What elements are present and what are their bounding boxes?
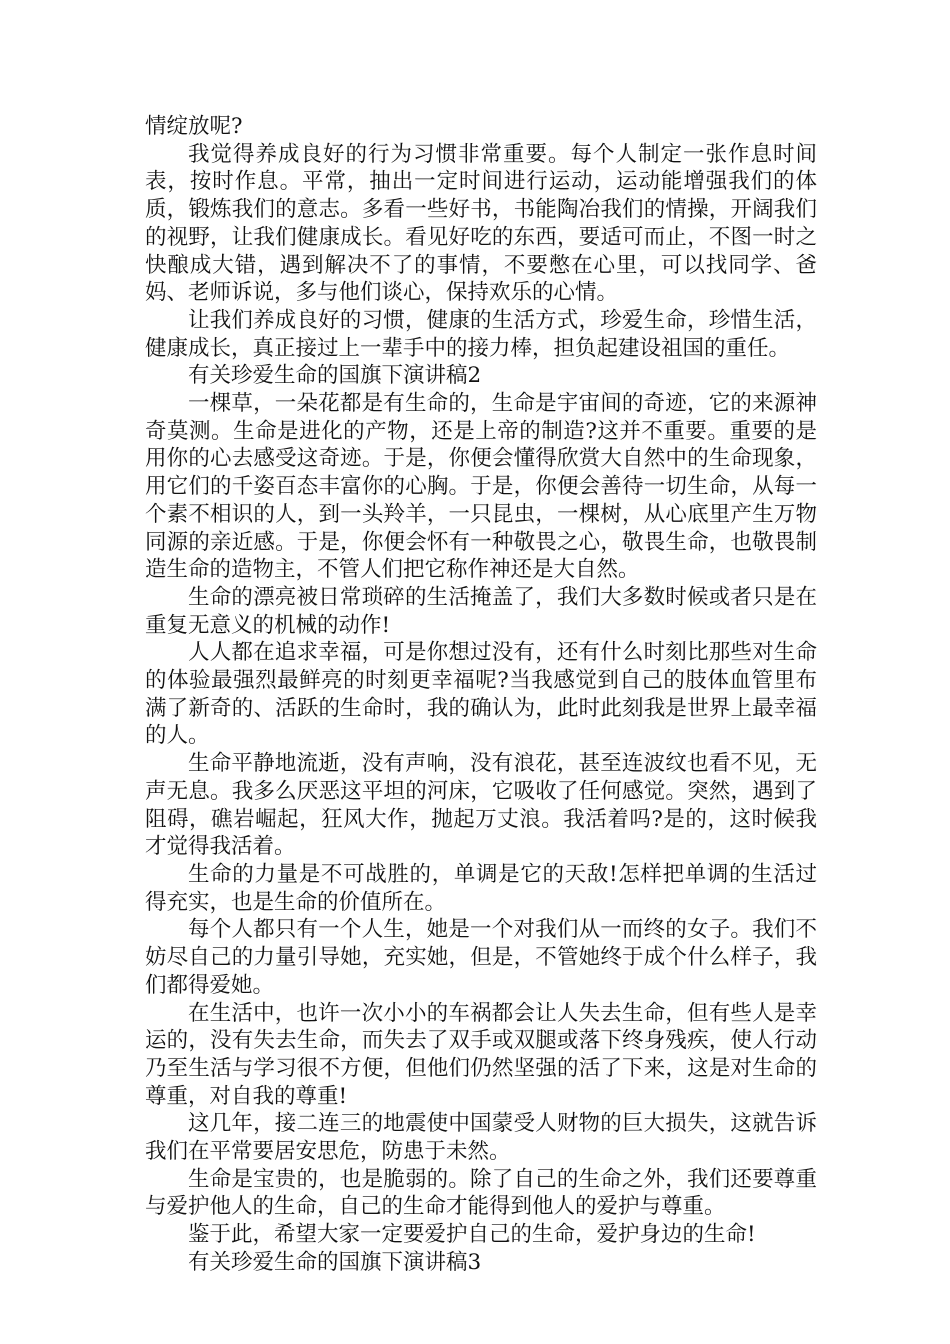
- paragraph: 人人都在追求幸福，可是你想过没有，还有什么时刻比那些对生命的体验最强烈最鲜亮的时刻更幸福呢?当我感觉到自己的肢体血管里布满了新奇的、活跃的生命时，我的确认为，此时此刻我是世界上最幸福的人。: [145, 640, 817, 749]
- paragraph: 一棵草，一朵花都是有生命的，生命是宇宙间的奇迹，它的来源神奇莫测。生命是进化的产物，还是上帝的制造?这并不重要。重要的是用你的心去感受这奇迹。于是，你便会懂得欣赏大自然中的生命现象，用它们的千姿百态丰富你的心胸。于是，你便会善待一切生命，从每一个素不相识的人，到一头羚羊，一只昆虫，一棵树，从心底里产生万物同源的亲近感。于是，你便会怀有一种敬畏之心，敬畏生命，也敬畏制造生命的造物主，不管人们把它称作神还是大自然。: [145, 391, 817, 583]
- paragraph: 生命平静地流逝，没有声响，没有浪花，甚至连波纹也看不见，无声无息。我多么厌恶这平坦的河床，它吸收了任何感觉。突然，遇到了阻碍，礁岩崛起，狂风大作，抛起万丈浪。我活着吗?是的，这时候我才觉得我活着。: [145, 751, 817, 860]
- section-heading: 有关珍爱生命的国旗下演讲稿3: [188, 1249, 482, 1275]
- paragraph: 我觉得养成良好的行为习惯非常重要。每个人制定一张作息时间表，按时作息。平常，抽出一定时间进行运动，运动能增强我们的体质，锻炼我们的意志。多看一些好书，书能陶冶我们的情操，开阔我们的视野，让我们健康成长。看见好吃的东西，要适可而止，不图一时之快酿成大错，遇到解决不了的事情，不要憋在心里，可以找同学、爸妈、老师诉说，多与他们谈心，保持欢乐的心情。: [145, 141, 817, 306]
- paragraph: 生命的力量是不可战胜的，单调是它的天敌!怎样把单调的生活过得充实，也是生命的价值所在。: [145, 861, 817, 915]
- paragraph: 在生活中，也许一次小小的车祸都会让人失去生命，但有些人是幸运的，没有失去生命，而失去了双手或双腿或落下终身残疾，使人行动乃至生活与学习很不方便，但他们仍然坚强的活了下来，这是对生命的尊重，对自我的尊重!: [145, 1000, 817, 1109]
- section-heading: 有关珍爱生命的国旗下演讲稿2: [188, 363, 482, 389]
- paragraph: 生命是宝贵的，也是脆弱的。除了自己的生命之外，我们还要尊重与爱护他人的生命，自己的生命才能得到他人的爱护与尊重。: [145, 1166, 817, 1220]
- paragraph: 生命的漂亮被日常琐碎的生活掩盖了，我们大多数时候或者只是在重复无意义的机械的动作!: [145, 584, 817, 638]
- document-body: [145, 113, 817, 1277]
- paragraph: 这几年，接二连三的地震使中国蒙受人财物的巨大损失，这就告诉我们在平常要居安思危，防患于未然。: [145, 1111, 817, 1165]
- paragraph: 每个人都只有一个人生，她是一个对我们从一而终的女子。我们不妨尽自己的力量引导她，充实她，但是，不管她终于成个什么样子，我们都得爱她。: [145, 917, 817, 998]
- paragraph: 让我们养成良好的习惯，健康的生活方式，珍爱生命，珍惜生活，健康成长，真正接过上一辈手中的接力棒，担负起建设祖国的重任。: [145, 307, 817, 361]
- paragraph: 情绽放呢?: [145, 114, 243, 139]
- paragraph: 鉴于此，希望大家一定要爱护自己的生命，爱护身边的生命!: [188, 1222, 756, 1248]
